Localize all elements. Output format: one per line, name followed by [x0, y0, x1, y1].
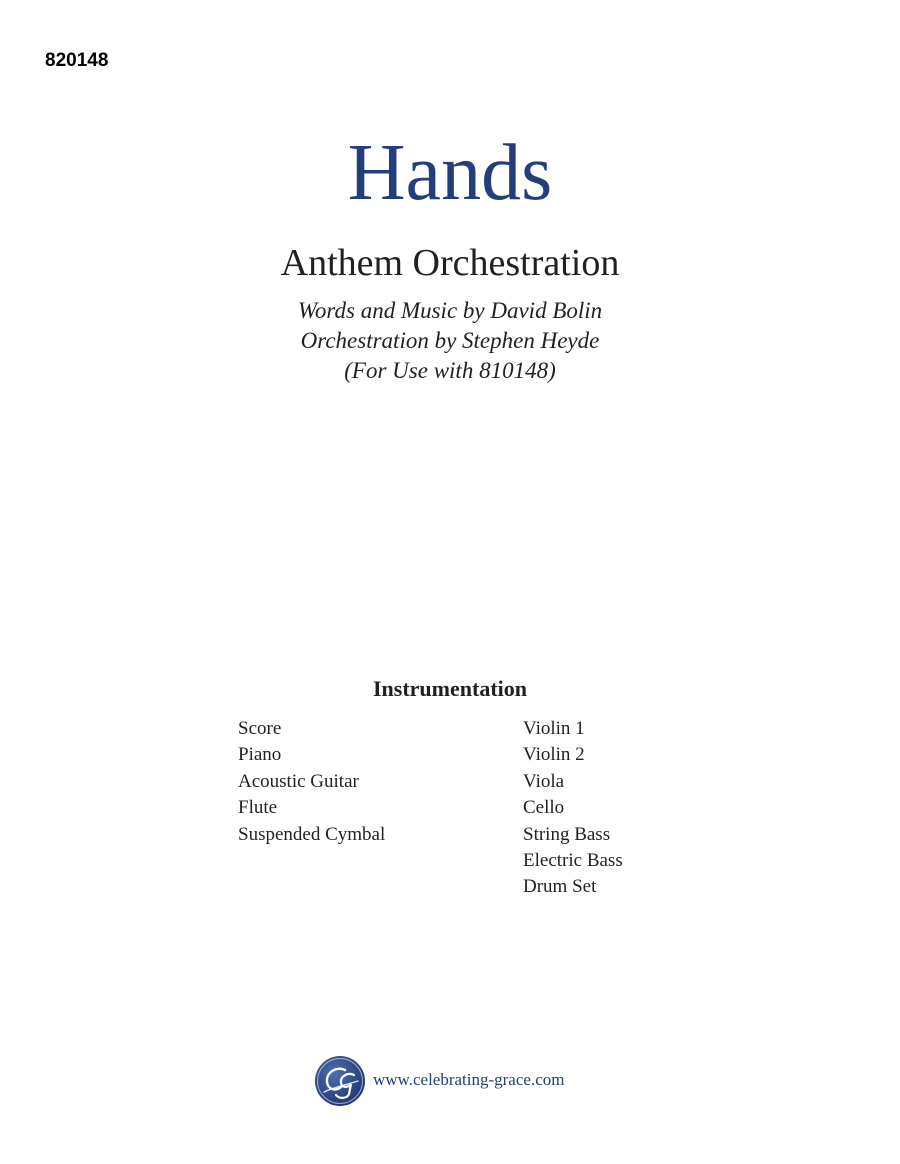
credit-words-music: Words and Music by David Bolin [297, 298, 603, 323]
instrument-item: Viola [523, 770, 565, 792]
instrument-item: Acoustic Guitar [238, 770, 359, 792]
subtitle: Anthem Orchestration [280, 242, 620, 284]
instrument-item: Electric Bass [523, 849, 623, 871]
page-title: Hands [347, 129, 553, 217]
celebrating-grace-logo-icon [314, 1055, 366, 1107]
instrument-item: Piano [238, 744, 282, 766]
instrument-item: String Bass [523, 823, 611, 845]
instrument-list-left [238, 716, 385, 848]
instrumentation-heading: Instrumentation [372, 676, 527, 701]
instrument-item: Score [238, 718, 282, 739]
catalog-number: 820148 [45, 50, 109, 71]
instrument-item: Cello [523, 797, 565, 819]
instrument-item: Flute [238, 797, 278, 819]
instrument-item: Suspended Cymbal [238, 823, 386, 845]
instrument-item: Violin 1 [523, 718, 585, 739]
footer-url-link[interactable]: www.celebrating-grace.com [373, 1070, 565, 1089]
credit-orchestration: Orchestration by Stephen Heyde [300, 328, 600, 353]
instrument-list-right [523, 716, 623, 901]
instrument-item: Drum Set [523, 876, 597, 898]
instrument-item: Violin 2 [523, 744, 585, 766]
credit-use-with: (For Use with 810148) [344, 358, 556, 383]
credits [0, 296, 900, 386]
